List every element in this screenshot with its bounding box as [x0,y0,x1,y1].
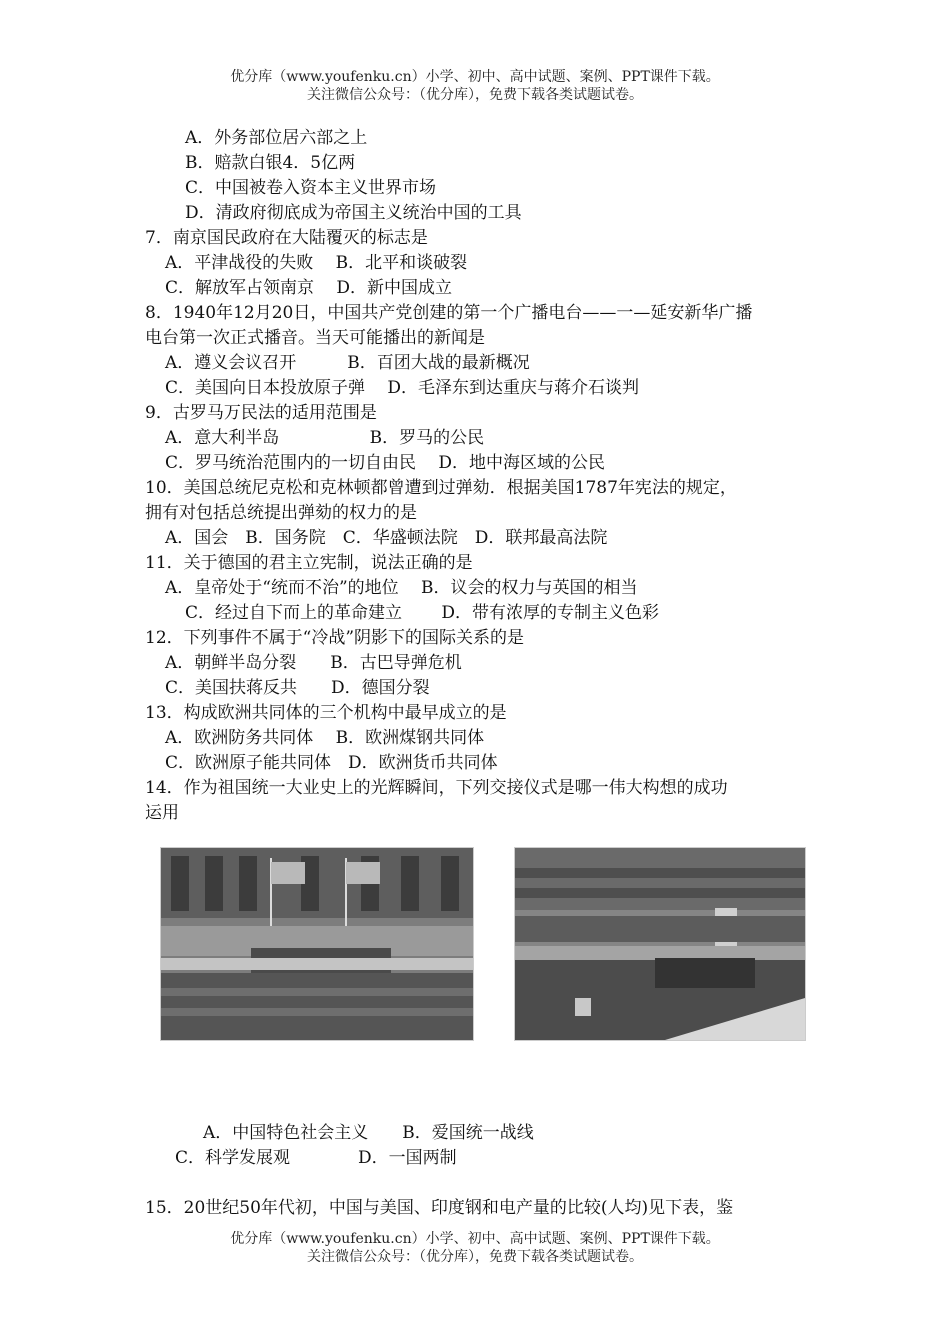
q14-options-row-1: A．中国特色社会主义 B．爱国统一战线 [203,1123,534,1143]
page-header-line-1: 优分库（www.youfenku.cn）小学、初中、高中试题、案例、PPT课件下载。 [230,69,720,85]
q15-stem-line-1: 15．20世纪50年代初，中国与美国、印度钢和电产量的比较(人均)见下表，鉴 [145,1198,734,1218]
q12-options-row-2: C．美国扶蒋反共 D．德国分裂 [165,678,430,698]
q11-options-row-1: A．皇帝处于“统而不治”的地位 B．议会的权力与英国的相当 [165,578,638,598]
handover-ceremony-photo-left [160,847,474,1041]
q12-options-row-1: A．朝鲜半岛分裂 B．古巴导弹危机 [165,653,462,673]
q8-stem-line-2: 电台第一次正式播音。当天可能播出的新闻是 [145,328,485,348]
q11-options-row-2: C．经过自下而上的革命建立 D．带有浓厚的专制主义色彩 [185,603,660,623]
q8-options-row-2: C．美国向日本投放原子弹 D．毛泽东到达重庆与蒋介石谈判 [165,378,640,398]
page-footer-line-1: 优分库（www.youfenku.cn）小学、初中、高中试题、案例、PPT课件下载。 [230,1231,720,1247]
q13-options-row-2: C．欧洲原子能共同体 D．欧洲货币共同体 [165,753,498,773]
q7-options-row-1: A．平津战役的失败 B．北平和谈破裂 [165,253,468,273]
handover-ceremony-photo-right-drawing [515,848,805,1040]
q7-stem: 7．南京国民政府在大陆覆灭的标志是 [145,228,428,248]
q7-options-row-2: C．解放军占领南京 D．新中国成立 [165,278,453,298]
q9-options-row-2: C．罗马统治范围内的一切自由民 D．地中海区域的公民 [165,453,606,473]
handover-ceremony-photo-left-drawing [161,848,473,1040]
q6-option-b: B．赔款白银4．5亿两 [185,153,356,173]
q6-option-d: D．清政府彻底成为帝国主义统治中国的工具 [185,203,522,223]
q10-stem-line-1: 10．美国总统尼克松和克林顿都曾遭到过弹劾．根据美国1787年宪法的规定， [145,478,737,498]
handover-ceremony-photo-right [514,847,806,1041]
q8-stem-line-1: 8．1940年12月20日，中国共产党创建的第一个广播电台——一—延安新华广播 [145,303,753,323]
page-header-line-2: 关注微信公众号：（优分库），免费下载各类试题试卷。 [307,87,643,103]
q14-stem-line-1: 14．作为祖国统一大业史上的光辉瞬间，下列交接仪式是哪一伟大构想的成功 [145,778,728,798]
q9-stem: 9．古罗马万民法的适用范围是 [145,403,377,423]
q13-options-row-1: A．欧洲防务共同体 B．欧洲煤钢共同体 [165,728,485,748]
q12-stem: 12．下列事件不属于“冷战”阴影下的国际关系的是 [145,628,525,648]
q10-options-row-1: A．国会 B．国务院 C．华盛顿法院 D．联邦最高法院 [165,528,608,548]
page-footer-line-2: 关注微信公众号：（优分库），免费下载各类试题试卷。 [307,1249,643,1265]
q9-options-row-1: A．意大利半岛 B．罗马的公民 [165,428,485,448]
q14-options-row-2: C．科学发展观 D．一国两制 [175,1148,457,1168]
q8-options-row-1: A．遵义会议召开 B．百团大战的最新概况 [165,353,530,373]
q13-stem: 13．构成欧洲共同体的三个机构中最早成立的是 [145,703,507,723]
q6-option-c: C．中国被卷入资本主义世界市场 [185,178,437,198]
q10-stem-line-2: 拥有对包括总统提出弹劾的权力的是 [145,503,417,523]
q14-stem-line-2: 运用 [145,803,179,823]
q6-option-a: A．外务部位居六部之上 [185,128,368,148]
q11-stem: 11．关于德国的君主立宪制，说法正确的是 [145,553,473,573]
